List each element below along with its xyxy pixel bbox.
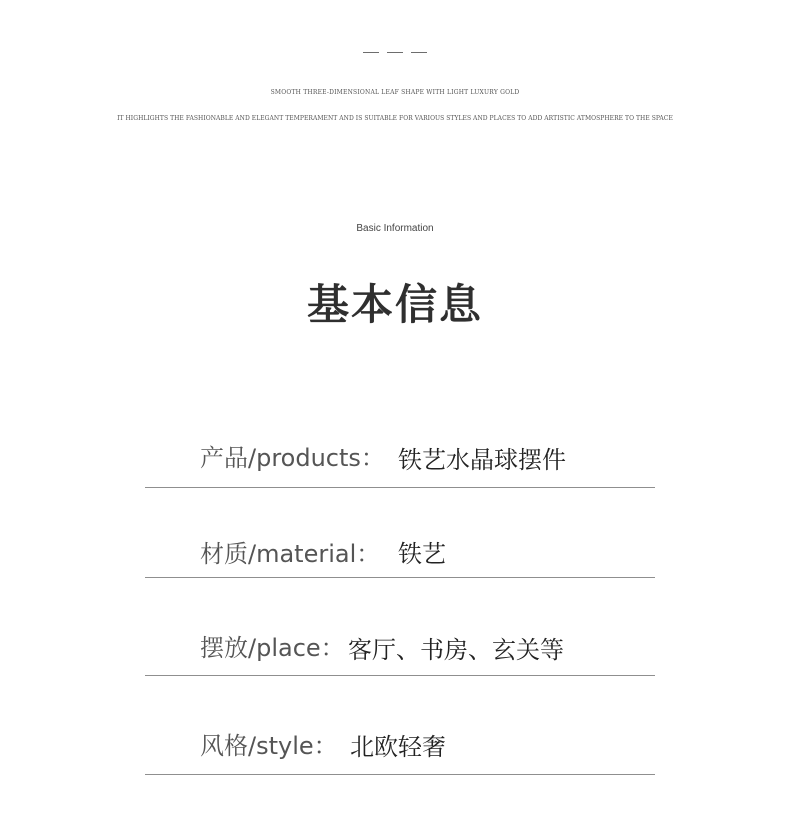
dash-line <box>363 52 379 53</box>
tagline-primary: SMOOTH THREE-DIMENSIONAL LEAF SHAPE WITH LIGHT LUXURY GOLD <box>270 89 520 96</box>
info-row-style <box>145 678 655 775</box>
dash-line <box>411 52 427 53</box>
section-subtitle: Basic Information <box>356 223 434 234</box>
info-label-place: 摆放/place： <box>200 634 345 662</box>
info-label-products: 产品/products： <box>200 444 385 472</box>
info-value-products: 铁艺水晶球摆件 <box>398 446 566 474</box>
info-value-place: 客厅、书房、玄关等 <box>348 636 564 664</box>
info-label-material: 材质/material： <box>200 540 381 568</box>
tagline-secondary: IT HIGHLIGHTS THE FASHIONABLE AND ELEGANT TEMPERAMENT AND IS SUITABLE FOR VARIOUS STYLES AND PLACES TO ADD ARTISTIC ATMOSPHERE TO THE SPACE <box>117 115 673 122</box>
info-row-material <box>145 481 655 578</box>
info-value-style: 北欧轻奢 <box>350 733 446 761</box>
dash-line <box>387 52 403 53</box>
info-value-material: 铁艺 <box>398 540 446 568</box>
info-label-style: 风格/style： <box>200 732 338 760</box>
info-row-products <box>145 391 655 488</box>
section-title: 基本信息 <box>306 280 483 329</box>
info-row-place <box>145 579 655 676</box>
decorative-dashes <box>0 52 790 53</box>
